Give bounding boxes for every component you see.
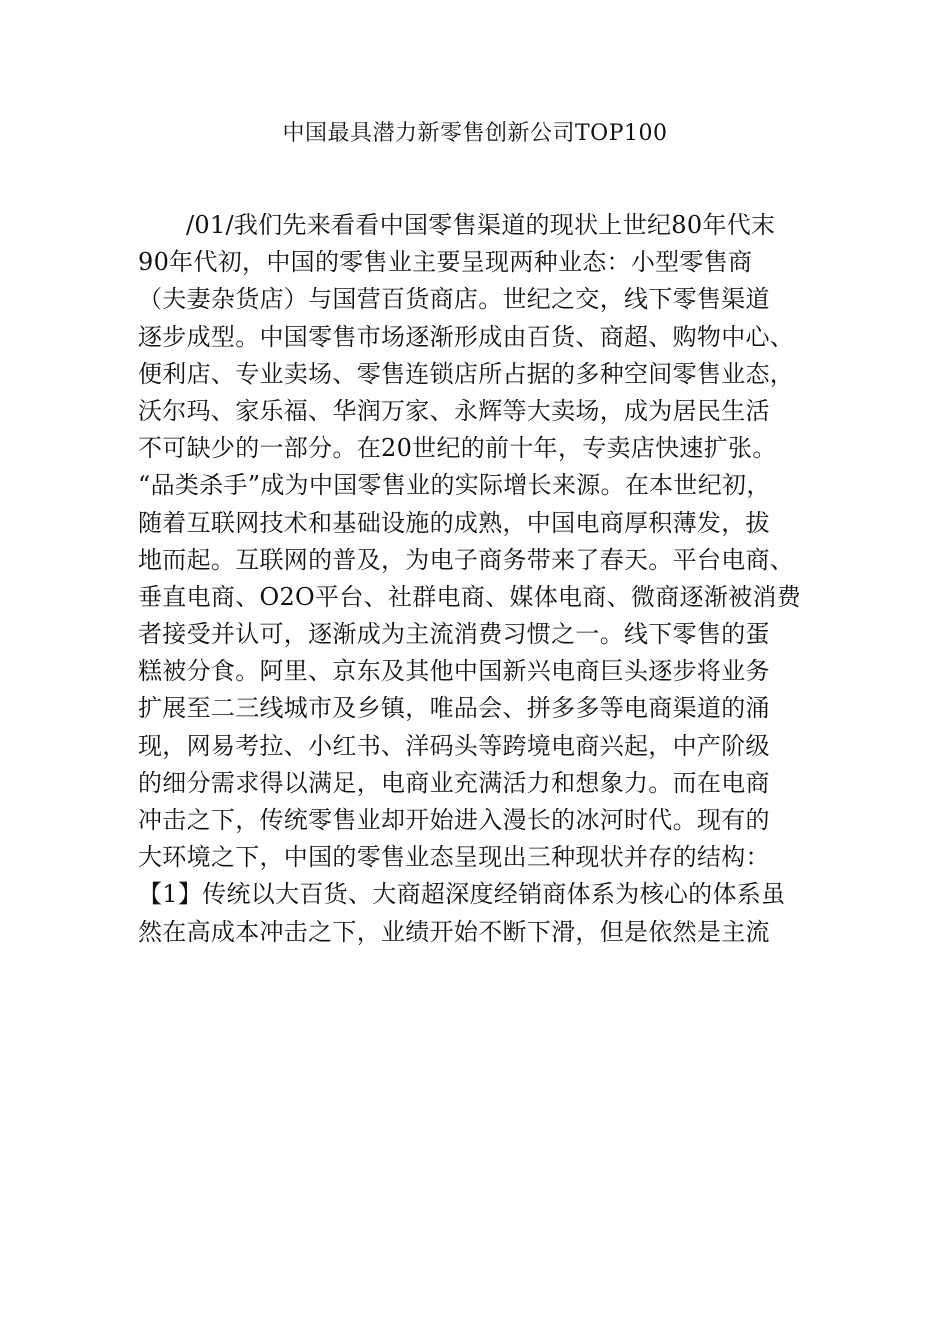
paragraph-line: “品类杀手”成为中国零售业的实际增长来源。在本世纪初， — [138, 471, 771, 500]
paragraph-line: 逐步成型。中国零售市场逐渐形成由百货、商超、购物中心、 — [138, 322, 795, 351]
paragraph-line: 冲击之下，传统零售业却开始进入漫长的冰河时代。现有的 — [138, 806, 770, 834]
paragraph-line: 然在高成本冲击之下，业绩开始不断下滑，但是依然是主流 — [138, 917, 770, 946]
document-title: 中国最具潜力新零售创新公司TOP100 — [282, 121, 668, 146]
paragraph-line: 90年代初，中国的零售业主要呈现两种业态：小型零售商 — [138, 248, 753, 277]
paragraph-line: 垂直电商、O2O平台、社群电商、媒体电商、微商逐渐被消费 — [138, 582, 802, 611]
paragraph-line: 沃尔玛、家乐福、华润万家、永辉等大卖场，成为居民生活 — [138, 396, 770, 425]
body-paragraph — [138, 207, 828, 951]
paragraph-line: 现，网易考拉、小红书、洋码头等跨境电商兴起，中产阶级 — [138, 731, 770, 760]
paragraph-line: 糕被分食。阿里、京东及其他中国新兴电商巨头逐步将业务 — [138, 657, 770, 686]
paragraph-line: 的细分需求得以满足，电商业充满活力和想象力。而在电商 — [138, 768, 770, 797]
paragraph-line: /01/我们先来看看中国零售渠道的现状上世纪80年代末 — [186, 211, 776, 239]
paragraph-line: 扩展至二三线城市及乡镇，唯品会、拼多多等电商渠道的涌 — [138, 694, 770, 723]
paragraph-line: 随着互联网技术和基础设施的成熟，中国电商厚积薄发，拔 — [138, 508, 770, 537]
paragraph-line: 者接受并认可，逐渐成为主流消费习惯之一。线下零售的蛋 — [138, 620, 770, 649]
paragraph-line: 便利店、专业卖场、零售连锁店所占据的多种空间零售业态， — [138, 359, 795, 388]
paragraph-line: （夫妻杂货店）与国营百货商店。世纪之交，线下零售渠道 — [138, 285, 770, 314]
paragraph-line: 不可缺少的一部分。在20世纪的前十年，专卖店快速扩张。 — [138, 434, 777, 463]
paragraph-line: 大环境之下，中国的零售业态呈现出三种现状并存的结构： — [138, 843, 770, 872]
paragraph-line: 【1】传统以大百货、大商超深度经销商体系为核心的体系虽 — [138, 880, 786, 909]
paragraph-line: 地而起。互联网的普及，为电子商务带来了春天。平台电商、 — [138, 545, 795, 574]
